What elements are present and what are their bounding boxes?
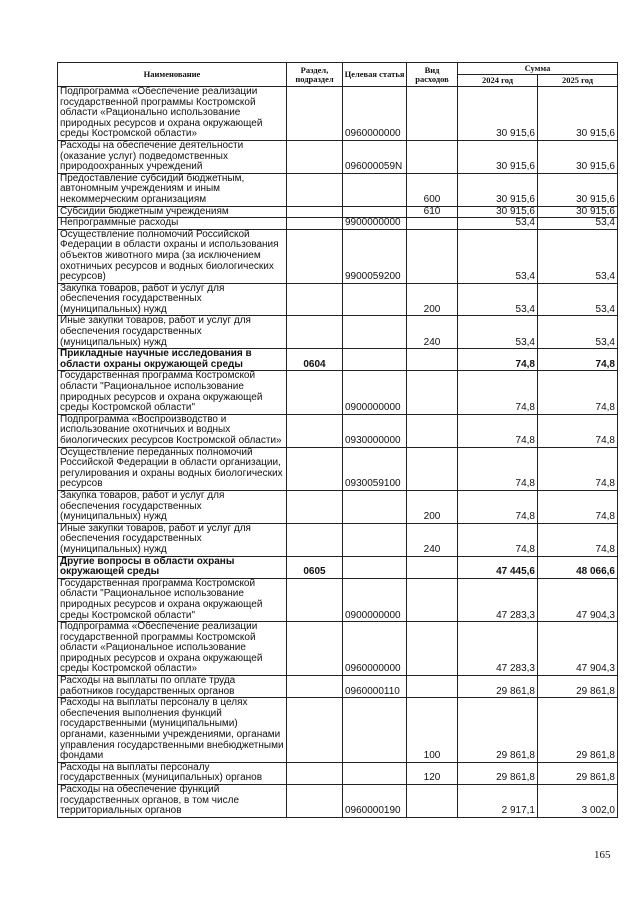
cell-name: Расходы на обеспечение деятельности (оказание услуг) подведомственных природоохранных учреждений: [58, 140, 287, 173]
cell-vid: 240: [407, 523, 458, 556]
cell-sum-2024: 47 445,6: [458, 556, 538, 578]
cell-sum-2024: 30 915,6: [458, 173, 538, 206]
cell-name: Подпрограмма «Воспроизводство и использование охотничьих и водных биологических ресурсов Костромской области»: [58, 414, 287, 447]
table-row: [58, 676, 618, 698]
header-vid: Вид расходов: [407, 63, 458, 87]
cell-vid: [407, 218, 458, 230]
cell-sum-2025: 74,8: [538, 349, 618, 371]
cell-name: Подпрограмма «Обеспечение реализации государственной программы Костромской области «Рационально использование природных ресурсов и охрана окружающей среды Костромской области»: [58, 87, 287, 141]
cell-vid: 200: [407, 283, 458, 316]
cell-target: [343, 490, 407, 523]
table-row: [58, 414, 618, 447]
cell-razdel: [287, 762, 343, 784]
cell-sum-2025: 29 861,8: [538, 698, 618, 763]
cell-vid: [407, 414, 458, 447]
table-row: [58, 556, 618, 578]
cell-sum-2025: 74,8: [538, 523, 618, 556]
cell-name: Расходы на выплаты персоналу в целях обеспечения выполнения функций государственными (муниципальными) органами, казенными учреждениями, органами управления государственными внебюджетными фондами: [58, 698, 287, 763]
header-2024: 2024 год: [458, 75, 538, 87]
table-row: [58, 490, 618, 523]
cell-vid: [407, 140, 458, 173]
cell-vid: [407, 676, 458, 698]
cell-target: [343, 283, 407, 316]
cell-razdel: [287, 87, 343, 141]
cell-vid: 600: [407, 173, 458, 206]
cell-target: [343, 762, 407, 784]
cell-vid: [407, 371, 458, 414]
cell-razdel: [287, 622, 343, 676]
cell-razdel: [287, 218, 343, 230]
cell-name: Иные закупки товаров, работ и услуг для обеспечения государственных (муниципальных) нужд: [58, 316, 287, 349]
table-row: [58, 218, 618, 230]
cell-razdel: [287, 414, 343, 447]
cell-razdel: [287, 283, 343, 316]
cell-sum-2024: 74,8: [458, 349, 538, 371]
cell-vid: 200: [407, 490, 458, 523]
cell-sum-2024: 2 917,1: [458, 785, 538, 818]
cell-name: Предоставление субсидий бюджетным, автономным учреждениям и иным некоммерческим организациям: [58, 173, 287, 206]
table-row: [58, 349, 618, 371]
cell-sum-2024: 29 861,8: [458, 762, 538, 784]
cell-sum-2024: 53,4: [458, 229, 538, 283]
cell-sum-2025: 47 904,3: [538, 578, 618, 621]
cell-sum-2025: 53,4: [538, 283, 618, 316]
table-row: [58, 785, 618, 818]
cell-target: 9900059200: [343, 229, 407, 283]
cell-name: Непрограммные расходы: [58, 218, 287, 230]
cell-razdel: [287, 229, 343, 283]
cell-sum-2024: 74,8: [458, 490, 538, 523]
cell-sum-2025: 29 861,8: [538, 762, 618, 784]
cell-razdel: [287, 140, 343, 173]
table-row: [58, 762, 618, 784]
cell-razdel: [287, 578, 343, 621]
cell-name: Расходы на выплаты персоналу государственных (муниципальных) органов: [58, 762, 287, 784]
cell-target: 0930059100: [343, 447, 407, 490]
cell-target: [343, 698, 407, 763]
cell-razdel: [287, 523, 343, 556]
cell-vid: [407, 785, 458, 818]
cell-razdel: [287, 698, 343, 763]
header-2025: 2025 год: [538, 75, 618, 87]
cell-target: [343, 349, 407, 371]
cell-sum-2024: 29 861,8: [458, 676, 538, 698]
cell-vid: 240: [407, 316, 458, 349]
cell-sum-2024: 30 915,6: [458, 87, 538, 141]
cell-target: [343, 556, 407, 578]
header-razdel: Раздел, подраздел: [287, 63, 343, 87]
table-row: [58, 523, 618, 556]
cell-sum-2025: 29 861,8: [538, 676, 618, 698]
cell-razdel: [287, 785, 343, 818]
table-row: [58, 371, 618, 414]
cell-target: 0960000110: [343, 676, 407, 698]
cell-name: Осуществление полномочий Российской Федерации в области охраны и использования объектов животного мира (за исключением охотничьих ресурсов и водных биологических ресурсов): [58, 229, 287, 283]
cell-razdel: [287, 676, 343, 698]
cell-razdel: [287, 371, 343, 414]
table-header: [58, 63, 618, 87]
table-row: [58, 173, 618, 206]
cell-name: Другие вопросы в области охраны окружающей среды: [58, 556, 287, 578]
cell-name: Осуществление переданных полномочий Российской Федерации в области организации, регулирования и охраны водных биологических ресурсов: [58, 447, 287, 490]
cell-sum-2025: 3 002,0: [538, 785, 618, 818]
cell-vid: [407, 349, 458, 371]
header-name: Наименование: [58, 63, 287, 87]
table-row: [58, 229, 618, 283]
cell-sum-2025: 74,8: [538, 490, 618, 523]
cell-name: Закупка товаров, работ и услуг для обеспечения государственных (муниципальных) нужд: [58, 283, 287, 316]
cell-sum-2024: 47 283,3: [458, 578, 538, 621]
cell-name: Прикладные научные исследования в области охраны окружающей среды: [58, 349, 287, 371]
cell-name: Расходы на выплаты по оплате труда работников государственных органов: [58, 676, 287, 698]
cell-razdel: [287, 206, 343, 218]
cell-sum-2025: 48 066,6: [538, 556, 618, 578]
cell-sum-2025: 30 915,6: [538, 173, 618, 206]
cell-razdel: [287, 490, 343, 523]
cell-name: Иные закупки товаров, работ и услуг для обеспечения государственных (муниципальных) нужд: [58, 523, 287, 556]
cell-target: 0900000000: [343, 578, 407, 621]
cell-sum-2025: 30 915,6: [538, 140, 618, 173]
cell-razdel: [287, 173, 343, 206]
header-target: Целевая статья: [343, 63, 407, 87]
table-body: [58, 87, 618, 818]
cell-sum-2024: 29 861,8: [458, 698, 538, 763]
cell-vid: [407, 578, 458, 621]
cell-razdel: [287, 447, 343, 490]
cell-sum-2024: 47 283,3: [458, 622, 538, 676]
cell-name: Государственная программа Костромской области "Рациональное использование природных ресурсов и охрана окружающей среды Костромской области": [58, 371, 287, 414]
cell-sum-2025: 74,8: [538, 447, 618, 490]
table-row: [58, 283, 618, 316]
cell-target: 0930000000: [343, 414, 407, 447]
cell-target: 096000059N: [343, 140, 407, 173]
cell-sum-2025: 74,8: [538, 414, 618, 447]
cell-vid: [407, 556, 458, 578]
cell-sum-2024: 74,8: [458, 414, 538, 447]
cell-name: Подпрограмма «Обеспечение реализации государственной программы Костромской области «Рациональное использование природных ресурсов и охрана окружающей среды Костромской области»: [58, 622, 287, 676]
cell-target: 9900000000: [343, 218, 407, 230]
cell-target: [343, 316, 407, 349]
cell-razdel: [287, 316, 343, 349]
table-row: [58, 140, 618, 173]
cell-vid: [407, 87, 458, 141]
table-row: [58, 87, 618, 141]
cell-name: Субсидии бюджетным учреждениям: [58, 206, 287, 218]
cell-sum-2024: 53,4: [458, 283, 538, 316]
table-row: [58, 578, 618, 621]
table-row: [58, 698, 618, 763]
cell-sum-2025: 74,8: [538, 371, 618, 414]
cell-sum-2025: 47 904,3: [538, 622, 618, 676]
cell-vid: [407, 229, 458, 283]
cell-sum-2024: 74,8: [458, 523, 538, 556]
cell-sum-2024: 53,4: [458, 316, 538, 349]
cell-target: 0900000000: [343, 371, 407, 414]
cell-target: 0960000000: [343, 87, 407, 141]
cell-sum-2024: 30 915,6: [458, 140, 538, 173]
table-row: [58, 447, 618, 490]
cell-name: Государственная программа Костромской области "Рациональное использование природных ресурсов и охрана окружающей среды Костромской области": [58, 578, 287, 621]
cell-vid: 100: [407, 698, 458, 763]
cell-sum-2024: 53,4: [458, 218, 538, 230]
table-row: [58, 316, 618, 349]
cell-razdel: 0604: [287, 349, 343, 371]
cell-vid: [407, 447, 458, 490]
cell-vid: 120: [407, 762, 458, 784]
page-number: 165: [594, 849, 611, 861]
cell-target: [343, 523, 407, 556]
budget-table: [57, 62, 618, 818]
cell-sum-2024: 74,8: [458, 371, 538, 414]
cell-target: [343, 206, 407, 218]
cell-sum-2024: 30 915,6: [458, 206, 538, 218]
cell-name: Закупка товаров, работ и услуг для обеспечения государственных (муниципальных) нужд: [58, 490, 287, 523]
cell-target: [343, 173, 407, 206]
cell-sum-2025: 30 915,6: [538, 206, 618, 218]
cell-sum-2025: 53,4: [538, 316, 618, 349]
cell-target: 0960000190: [343, 785, 407, 818]
cell-sum-2025: 30 915,6: [538, 87, 618, 141]
cell-vid: 610: [407, 206, 458, 218]
cell-vid: [407, 622, 458, 676]
cell-sum-2025: 53,4: [538, 218, 618, 230]
cell-target: 0960000000: [343, 622, 407, 676]
table-row: [58, 622, 618, 676]
cell-sum-2024: 74,8: [458, 447, 538, 490]
cell-sum-2025: 53,4: [538, 229, 618, 283]
cell-razdel: 0605: [287, 556, 343, 578]
table-row: [58, 206, 618, 218]
header-summa: Сумма: [458, 63, 618, 75]
cell-name: Расходы на обеспечение функций государственных органов, в том числе территориальных органов: [58, 785, 287, 818]
